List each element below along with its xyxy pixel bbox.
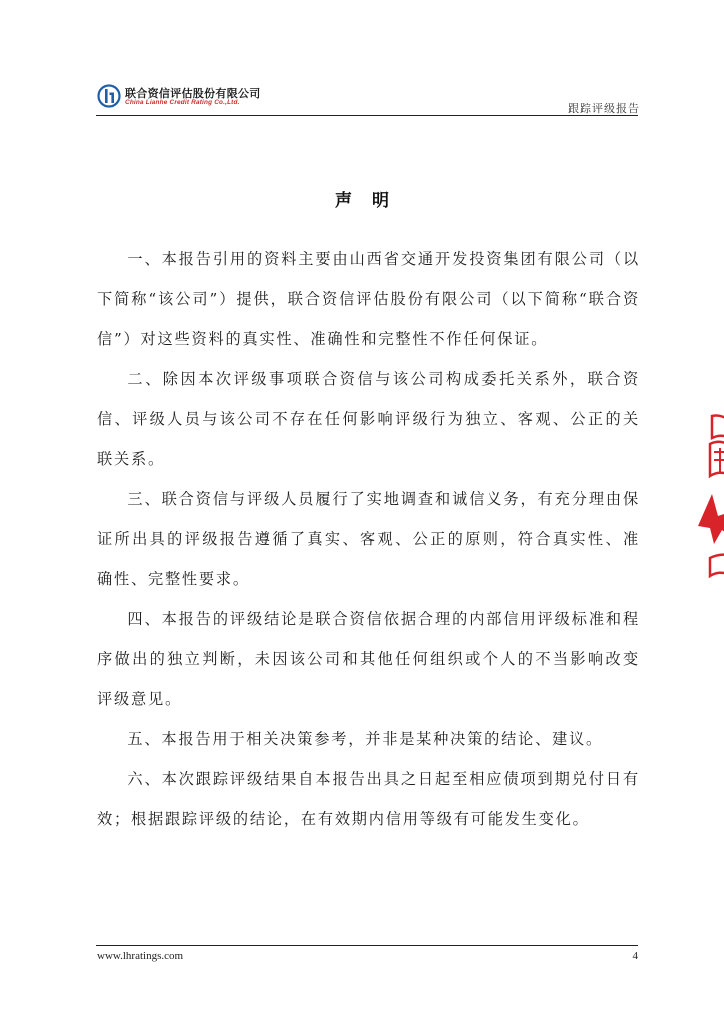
footer-website-link[interactable]: www.lhratings.com — [97, 950, 184, 962]
company-name-cn: 联合资信评估股份有限公司 — [125, 87, 261, 100]
report-type-label: 跟踪评级报告 — [568, 102, 640, 115]
statement-paragraph-4: 四、本报告的评级结论是联合资信依据合理的内部信用评级标准和程序做出的独立判断，未因该公司和其他任何组织或个人的不当影响改变评级意见。 — [97, 610, 640, 708]
lianhe-logo-icon — [97, 84, 121, 108]
statement-paragraph-6: 六、本次跟踪评级结果自本报告出具之日起至相应债项到期兑付日有效；根据跟踪评级的结论，在有效期内信用等级有可能发生变化。 — [97, 770, 640, 828]
statement-paragraph-1: 一、本报告引用的资料主要由山西省交通开发投资集团有限公司（以下简称“该公司”）提供，联合资信评估股份有限公司（以下简称“联合资信”）对这些资料的真实性、准确性和完整性不作任何保证。 — [97, 250, 640, 348]
page-number: 4 — [632, 950, 638, 962]
seal-stamp-icon — [700, 408, 724, 588]
statement-paragraph-2: 二、除因本次评级事项联合资信与该公司构成委托关系外，联合资信、评级人员与该公司不存在任何影响评级行为独立、客观、公正的关联关系。 — [97, 370, 640, 468]
statement-paragraph-5: 五、本报告用于相关决策参考，并非是某种决策的结论、建议。 — [127, 730, 604, 748]
company-name-en: China Lianhe Credit Rating Co.,Ltd. — [125, 99, 240, 106]
statement-paragraph-3: 三、联合资信与评级人员履行了实地调查和诚信义务，有充分理由保证所出具的评级报告遵循了真实、客观、公正的原则，符合真实性、准确性、完整性要求。 — [97, 490, 640, 588]
statement-body — [97, 239, 640, 839]
header-divider — [96, 115, 638, 116]
footer-divider — [96, 945, 638, 946]
page-title: 声明 — [335, 191, 409, 211]
